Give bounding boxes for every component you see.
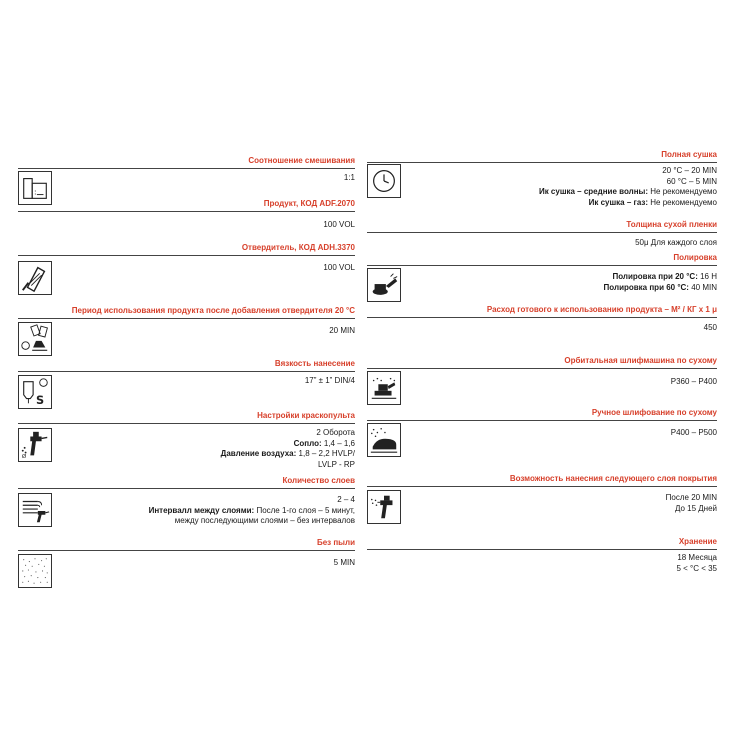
divider: [18, 318, 355, 319]
hardener-value: 100 VOL: [323, 263, 355, 272]
divider: [18, 255, 355, 256]
full-dry-ir-mid: [539, 187, 717, 198]
dry-film-value: 50μ Для каждого слоя: [635, 238, 717, 247]
full-dry-60: 60 °C – 5 MIN: [666, 176, 717, 186]
spray-gun-title: Настройки краскопульта: [257, 411, 355, 420]
ir-gas-value: Не рекомендуемо: [648, 197, 717, 207]
next-coat-spray-icon: [367, 490, 401, 524]
divider: [18, 211, 355, 212]
hardener-title: Отвердитель, КОД ADH.3370: [241, 243, 355, 252]
divider: [18, 550, 355, 551]
orbital-value: P360 – P400: [670, 377, 717, 386]
dust-free-title: Без пыли: [316, 538, 355, 547]
divider: [367, 549, 717, 550]
coats-title: Количество слоев: [282, 476, 355, 485]
ir-gas-label: Ик сушка – газ:: [588, 197, 649, 207]
svg-text::: :: [34, 187, 37, 197]
polishing-60-label: Полировка при 60 °C:: [603, 282, 689, 292]
divider: [18, 488, 355, 489]
storage-title: Хранение: [678, 537, 717, 546]
spray-gun-turns: 2 Оборота: [316, 428, 355, 437]
coats-count: 2 – 4: [337, 495, 355, 504]
coats-interval: [149, 506, 355, 517]
interval-value: После 1-го слоя – 5 минут,: [254, 505, 355, 515]
interval-label: Интервалл между слоями:: [148, 505, 255, 515]
full-dry-ir-gas: [539, 198, 717, 209]
pressure-label: Давление воздуха:: [220, 449, 297, 458]
product-title: Продукт, КОД ADF.2070: [263, 199, 355, 208]
polishing-20: [604, 272, 717, 283]
divider: [367, 317, 717, 318]
divider: [18, 371, 355, 372]
divider: [18, 168, 355, 169]
mix-ratio-title: Соотношение смешивания: [248, 156, 355, 165]
ir-mid-label: Ик сушка – средние волны:: [538, 187, 649, 196]
product-value: 100 VOL: [323, 220, 355, 229]
next-coat-values: [666, 493, 717, 514]
divider: [18, 423, 355, 424]
polishing-title: Полировка: [673, 253, 717, 262]
polishing-20-label: Полировка при 20 °C:: [612, 272, 698, 281]
spray-gun-values: [221, 428, 355, 470]
spray-gun-pressure: [221, 449, 355, 460]
nozzle-label: Сопло:: [293, 438, 322, 448]
divider: [367, 368, 717, 369]
coats-interval-next: между последующими слоями – без интервалов: [174, 516, 355, 525]
spray-gun-nozzle: [221, 439, 355, 450]
viscosity-title: Вязкость нанесение: [274, 359, 355, 368]
divider: [367, 232, 717, 233]
divider: [367, 420, 717, 421]
coats-values: [149, 495, 355, 527]
orbital-title: Орбитальная шлифмашина по сухому: [564, 356, 717, 365]
hand-sanding-title: Ручное шлифование по сухому: [591, 408, 717, 417]
coverage-value: 450: [703, 323, 717, 332]
divider: [367, 486, 717, 487]
full-dry-values: [539, 166, 717, 208]
polishing-60: [604, 283, 717, 294]
polishing-20-value: 16 H: [697, 272, 717, 281]
clock-icon: [367, 164, 401, 198]
viscosity-cup-icon: [18, 375, 52, 409]
orbital-sander-icon: [367, 371, 401, 405]
pot-life-icon: [18, 322, 52, 356]
dust-free-icon: [18, 554, 52, 588]
storage-duration: 18 Месяца: [677, 553, 717, 562]
storage-temp: 5 < °C < 35: [676, 563, 717, 573]
storage-values: [676, 553, 717, 574]
svg-text:Ø: Ø: [21, 454, 27, 461]
divider: [367, 265, 717, 266]
polisher-icon: [367, 268, 401, 302]
divider: [367, 162, 717, 163]
spray-coats-icon: [18, 493, 52, 527]
next-coat-after: После 20 MIN: [665, 493, 717, 502]
mix-ratio-icon: [18, 171, 52, 205]
pot-life-title: Период использования продукта после добавления отвердителя 20 °C: [71, 306, 355, 315]
hand-sanding-icon: [367, 423, 401, 457]
full-dry-title: Полная сушка: [661, 150, 717, 159]
ir-mid-value: Не рекомендуемо: [648, 187, 717, 196]
coverage-title: Расход готового к использованию продукта – М² / КГ х 1 μ: [486, 305, 717, 314]
pressure-value: 1,8 – 2,2 HVLP/: [296, 449, 355, 458]
polishing-60-value: 40 MIN: [688, 282, 717, 292]
dry-film-title: Толщина сухой пленки: [626, 220, 717, 229]
full-dry-20: 20 °C – 20 MIN: [662, 166, 717, 175]
polishing-values: [604, 272, 717, 293]
hardener-can-icon: [18, 261, 52, 295]
viscosity-value: 17” ± 1” DIN/4: [304, 376, 355, 385]
nozzle-value: 1,4 – 1,6: [321, 438, 355, 448]
dust-free-value: 5 MIN: [333, 558, 355, 567]
mix-ratio-value: 1:1: [343, 173, 355, 182]
pot-life-value: 20 MIN: [329, 326, 355, 335]
svg-text:S: S: [35, 394, 45, 408]
hand-sanding-value: P400 – P500: [670, 428, 717, 437]
spray-gun-type: LVLP - RP: [317, 459, 355, 469]
next-coat-title: Возможность нанесния следующего слоя покрытия: [509, 474, 717, 483]
spray-gun-icon: [18, 428, 52, 462]
next-coat-until: До 15 Дней: [674, 503, 717, 513]
